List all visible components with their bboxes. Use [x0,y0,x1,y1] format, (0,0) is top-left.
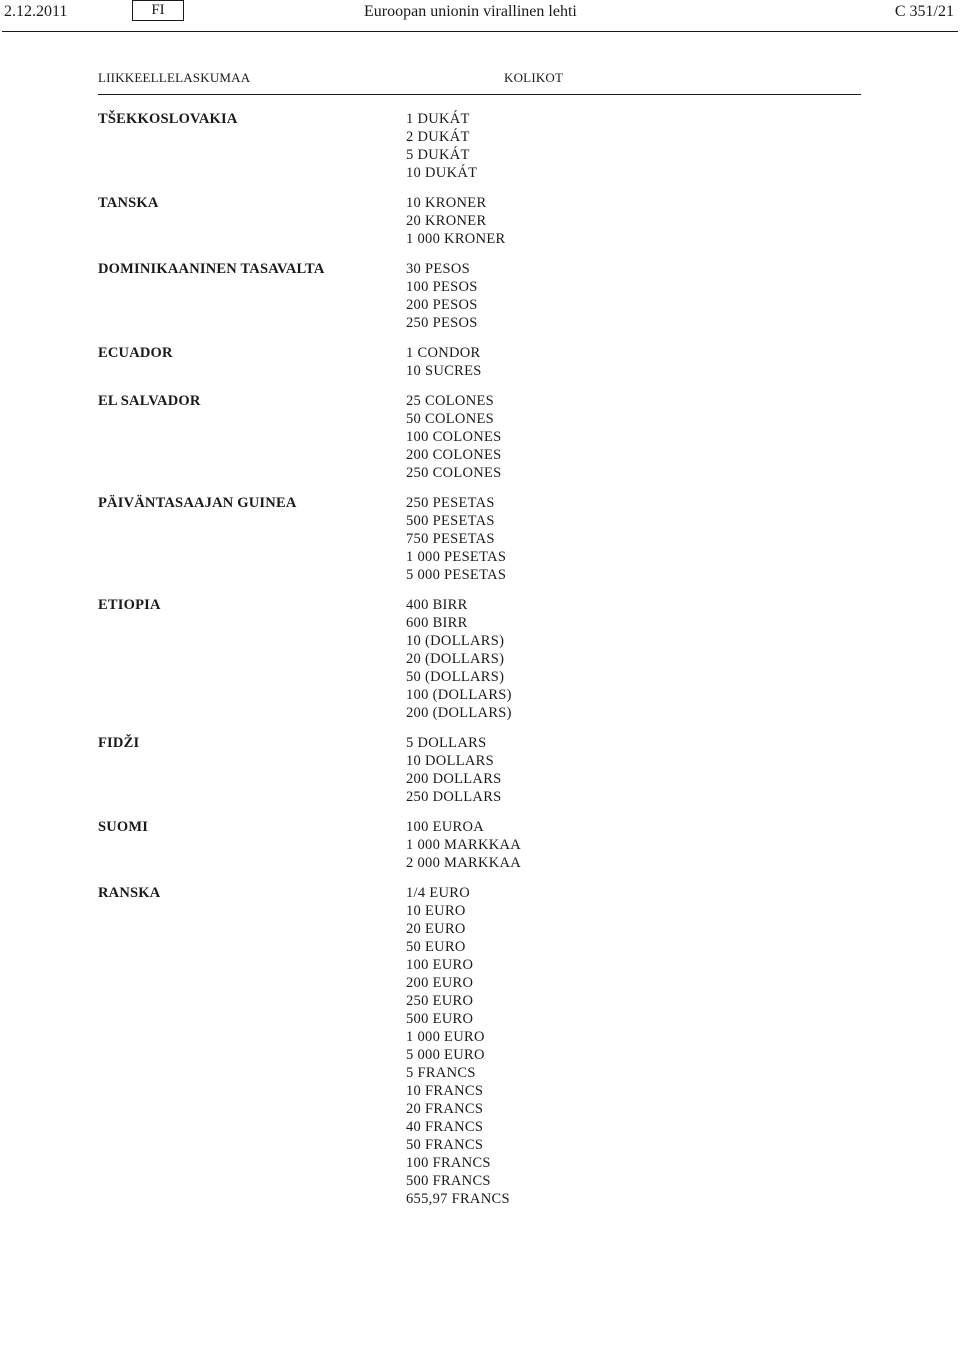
language-badge: FI [132,0,184,21]
table-header-divider [98,94,861,95]
coin-denomination: 10 KRONER [406,195,487,211]
table-row [0,110,960,182]
coin-denomination: 500 PESETAS [406,513,495,529]
page-number: C 351/21 [894,3,954,20]
coin-denomination: 20 (DOLLARS) [406,651,505,667]
coin-list [406,392,502,482]
coin-denomination: 100 (DOLLARS) [406,687,512,703]
coin-denomination: 100 PESOS [406,279,478,295]
country-name: PÄIVÄNTASAAJAN GUINEA [98,495,297,511]
coin-denomination: 20 EURO [406,921,466,937]
coin-denomination: 200 PESOS [406,297,478,313]
coin-denomination: 1 000 KRONER [406,231,506,247]
coin-list [406,734,502,806]
column-header-coins: KOLIKOT [504,70,564,85]
coin-denomination: 100 FRANCS [406,1155,491,1171]
coin-denomination: 250 PESETAS [406,495,495,511]
coin-denomination: 5 DUKÁT [406,147,470,163]
coin-denomination: 40 FRANCS [406,1119,484,1135]
publication-date: 2.12.2011 [4,3,68,20]
coin-denomination: 1 DUKÁT [406,111,470,127]
coin-denomination: 20 FRANCS [406,1101,484,1117]
coin-denomination: 100 EURO [406,957,474,973]
coin-table [0,110,960,1220]
coin-list [406,596,512,722]
coin-denomination: 250 PESOS [406,315,478,331]
coin-list [406,344,482,380]
coin-list [406,110,477,182]
table-row [0,494,960,584]
coin-denomination: 600 BIRR [406,615,468,631]
coin-denomination: 10 DUKÁT [406,165,478,181]
table-row [0,194,960,248]
country-name: TŠEKKOSLOVAKIA [98,111,238,127]
coin-list [406,884,510,1208]
page-header [0,0,960,32]
header-divider [2,31,958,32]
coin-denomination: 250 COLONES [406,465,502,481]
coin-denomination: 10 EURO [406,903,466,919]
coin-denomination: 1 000 MARKKAA [406,837,522,853]
coin-denomination: 5 000 EURO [406,1047,485,1063]
column-header-country: LIIKKEELLELASKUMAA [98,70,251,85]
table-row [0,344,960,380]
coin-denomination: 5 FRANCS [406,1065,476,1081]
country-name: ETIOPIA [98,597,161,613]
country-name: DOMINIKAANINEN TASAVALTA [98,261,325,277]
coin-denomination: 100 EUROA [406,819,485,835]
coin-denomination: 1 000 EURO [406,1029,485,1045]
coin-denomination: 2 000 MARKKAA [406,855,522,871]
coin-denomination: 655,97 FRANCS [406,1191,510,1207]
coin-denomination: 5 DOLLARS [406,735,487,751]
coin-denomination: 1 000 PESETAS [406,549,507,565]
coin-list [406,494,506,584]
coin-denomination: 5 000 PESETAS [406,567,507,583]
country-name: EL SALVADOR [98,393,201,409]
coin-denomination: 200 COLONES [406,447,502,463]
coin-denomination: 50 (DOLLARS) [406,669,505,685]
coin-denomination: 50 COLONES [406,411,494,427]
country-name: TANSKA [98,195,159,211]
coin-denomination: 250 EURO [406,993,474,1009]
country-name: SUOMI [98,819,149,835]
coin-denomination: 400 BIRR [406,597,468,613]
coin-denomination: 50 EURO [406,939,466,955]
table-row [0,392,960,482]
coin-denomination: 10 (DOLLARS) [406,633,505,649]
coin-denomination: 20 KRONER [406,213,487,229]
coin-list [406,194,505,248]
table-row [0,260,960,332]
coin-denomination: 500 EURO [406,1011,474,1027]
coin-denomination: 1/4 EURO [406,885,471,901]
coin-denomination: 50 FRANCS [406,1137,484,1153]
coin-denomination: 500 FRANCS [406,1173,491,1189]
coin-denomination: 2 DUKÁT [406,129,470,145]
coin-denomination: 200 DOLLARS [406,771,502,787]
coin-denomination: 250 DOLLARS [406,789,502,805]
journal-title: Euroopan unionin virallinen lehti [364,3,577,20]
table-row [0,596,960,722]
coin-denomination: 10 SUCRES [406,363,482,379]
coin-denomination: 10 FRANCS [406,1083,484,1099]
table-row [0,734,960,806]
coin-denomination: 25 COLONES [406,393,494,409]
country-name: FIDŽI [98,735,140,751]
table-row [0,818,960,872]
coin-denomination: 750 PESETAS [406,531,495,547]
coin-denomination: 1 CONDOR [406,345,481,361]
coin-denomination: 200 (DOLLARS) [406,705,512,721]
coin-denomination: 100 COLONES [406,429,502,445]
country-name: ECUADOR [98,345,173,361]
coin-denomination: 10 DOLLARS [406,753,494,769]
country-name: RANSKA [98,885,161,901]
table-row [0,884,960,1208]
coin-list [406,818,521,872]
coin-denomination: 200 EURO [406,975,474,991]
coin-denomination: 30 PESOS [406,261,471,277]
coin-list [406,260,478,332]
